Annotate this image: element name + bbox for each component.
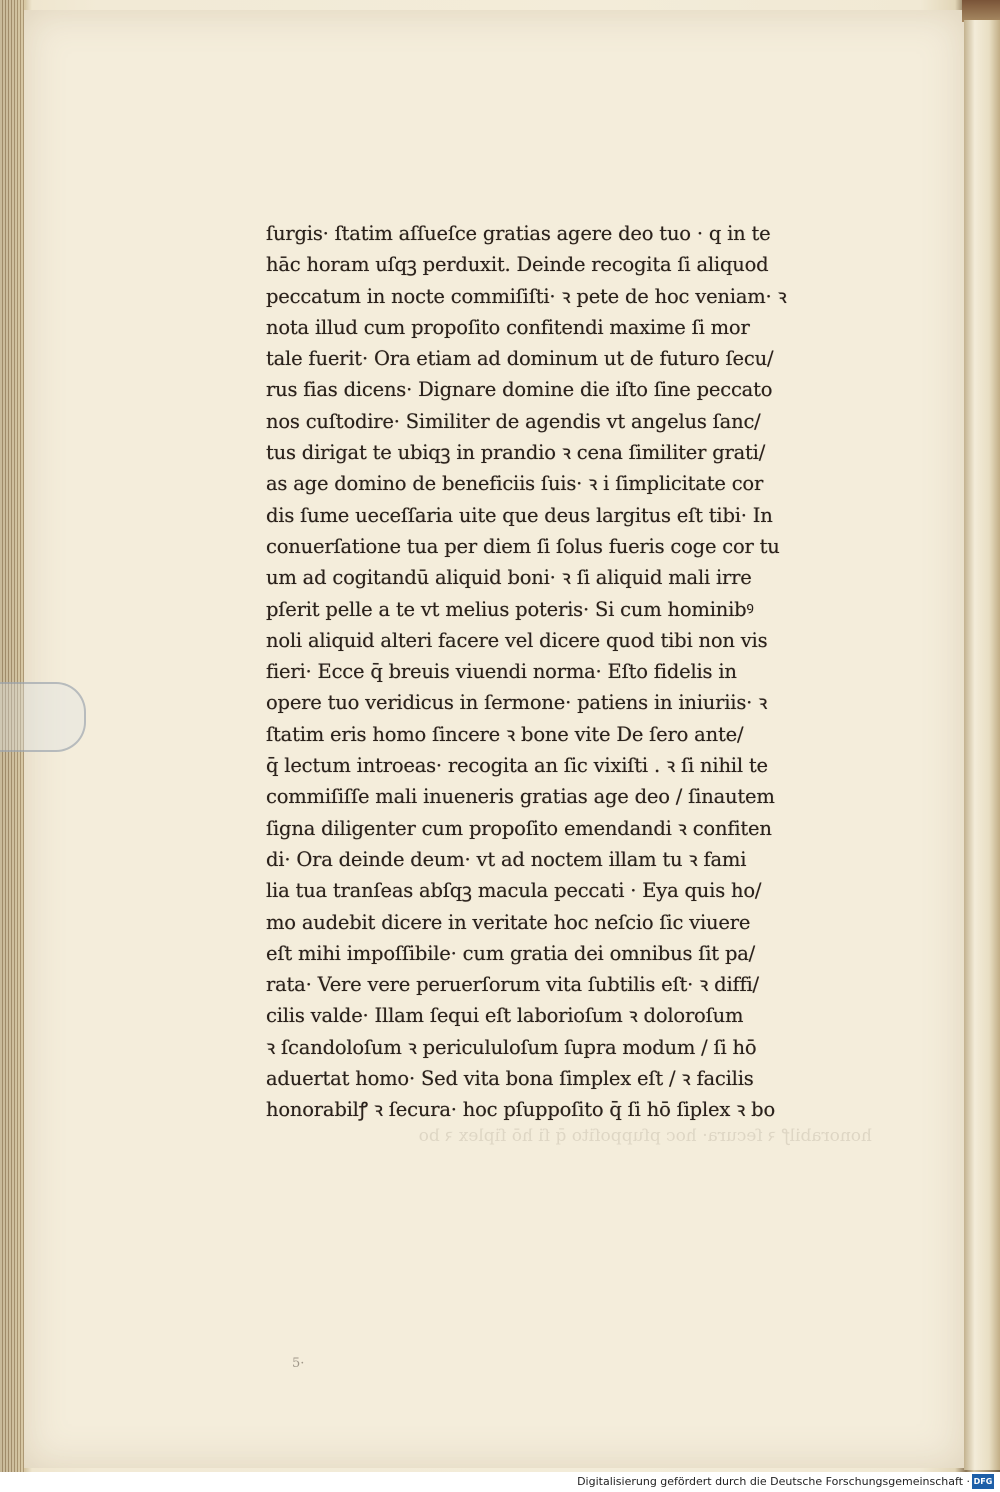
text-line: lia tua tranſeas abſqꝫ macula peccati · Eya quis ho/ <box>266 879 762 903</box>
text-line: peccatum in nocte commiſiſti· ꝛ pete de hoc veniam· ꝛ <box>266 284 787 308</box>
footer-credit: Digitalisierung gefördert durch die Deutsche Forschungsgemeinschaft · <box>577 1475 970 1488</box>
text-line: honorabilꝭ ꝛ ſecura· hoc pſuppoſito q̄ ſi hō ſiplex ꝛ bo <box>266 1098 775 1122</box>
text-line: as age domino de beneficiis ſuis· ꝛ i ſimplicitate cor <box>266 472 764 496</box>
text-line: hāc horam uſqꝫ perduxit. Deinde recogita ſi aliquod <box>266 253 769 277</box>
text-line: cilis valde· Illam ſequi eſt laborioſum ꝛ doloroſum <box>266 1004 744 1028</box>
text-line: ſtatim eris homo ſincere ꝛ bone vite De ſero ante/ <box>266 722 744 746</box>
text-line: um ad cogitandū aliquid boni· ꝛ ſi aliquid mali irre <box>266 566 752 590</box>
text-line: tale fuerit· Ora etiam ad dominum ut de futuro ſecu/ <box>266 347 774 371</box>
text-line: nos cuſtodire· Similiter de agendis vt angelus ſanc/ <box>266 409 761 433</box>
text-line: commiſiſſe mali inueneris gratias age deo / ſinautem <box>266 785 775 809</box>
text-line: nota illud cum propoſito confitendi maxime ſi mor <box>266 315 750 339</box>
binding <box>962 0 1000 22</box>
text-line: aduertat homo· Sed vita bona ſimplex eſt / ꝛ facilis <box>266 1067 754 1091</box>
text-line: ſurgis· ſtatim aſſueſce gratias agere deo tuo · q in te <box>266 222 771 245</box>
footer-bar <box>0 1472 1000 1492</box>
text-line: mo audebit dicere in veritate hoc neſcio ſic viuere <box>266 910 751 934</box>
text-block <box>266 218 880 1126</box>
text-line: opere tuo veridicus in ſermone· patiens in iniuriis· ꝛ <box>266 691 768 715</box>
text-line: di· Ora deinde deum· vt ad noctem illam tu ꝛ fami <box>266 847 747 871</box>
page-clip <box>0 682 86 752</box>
text-line: fieri· Ecce q̄ breuis viuendi norma· Eſto fidelis in <box>266 660 737 684</box>
text-line: dis ſume ueceſſaria uite que deus largitus eſt tibi· In <box>266 503 773 527</box>
text-line: ꝛ ſcandoloſum ꝛ pericululoſum ſupra modum / ſi hō <box>266 1035 757 1059</box>
text-line: eſt mihi impoſſibile· cum gratia dei omnibus ſit pa/ <box>266 941 756 965</box>
text-line: ſigna diligenter cum propoſito emendandi ꝛ confiten <box>266 816 772 840</box>
dfg-logo[interactable]: DFG <box>972 1474 994 1489</box>
text-line: pſerit pelle a te vt melius poteris· Si cum hominibꝰ <box>266 597 754 621</box>
show-through-line: honorabilꝭ ꝛ ſecura· hoc pſuppoſito q̄ ſi hō ſiplex ꝛ bo <box>418 1126 872 1146</box>
next-leaf-edge <box>964 20 1000 1470</box>
text-line: tus dirigat te ubiqꝫ in prandio ꝛ cena ſimiliter grati/ <box>266 441 766 465</box>
text-line: rus fias dicens· Dignare domine die iſto ſine peccato <box>266 378 773 402</box>
text-line: noli aliquid alteri facere vel dicere quod tibi non vis <box>266 628 768 652</box>
text-line: q̄ lectum introeas· recogita an ſic vixiſti . ꝛ ſi nihil te <box>266 754 768 778</box>
folio-mark: 5· <box>292 1356 305 1371</box>
text-line: rata· Vere vere peruerſorum vita ſubtilis eſt· ꝛ diffi/ <box>266 973 759 997</box>
text-line: conuerſatione tua per diem ſi ſolus fueris coge cor tu <box>266 534 780 558</box>
